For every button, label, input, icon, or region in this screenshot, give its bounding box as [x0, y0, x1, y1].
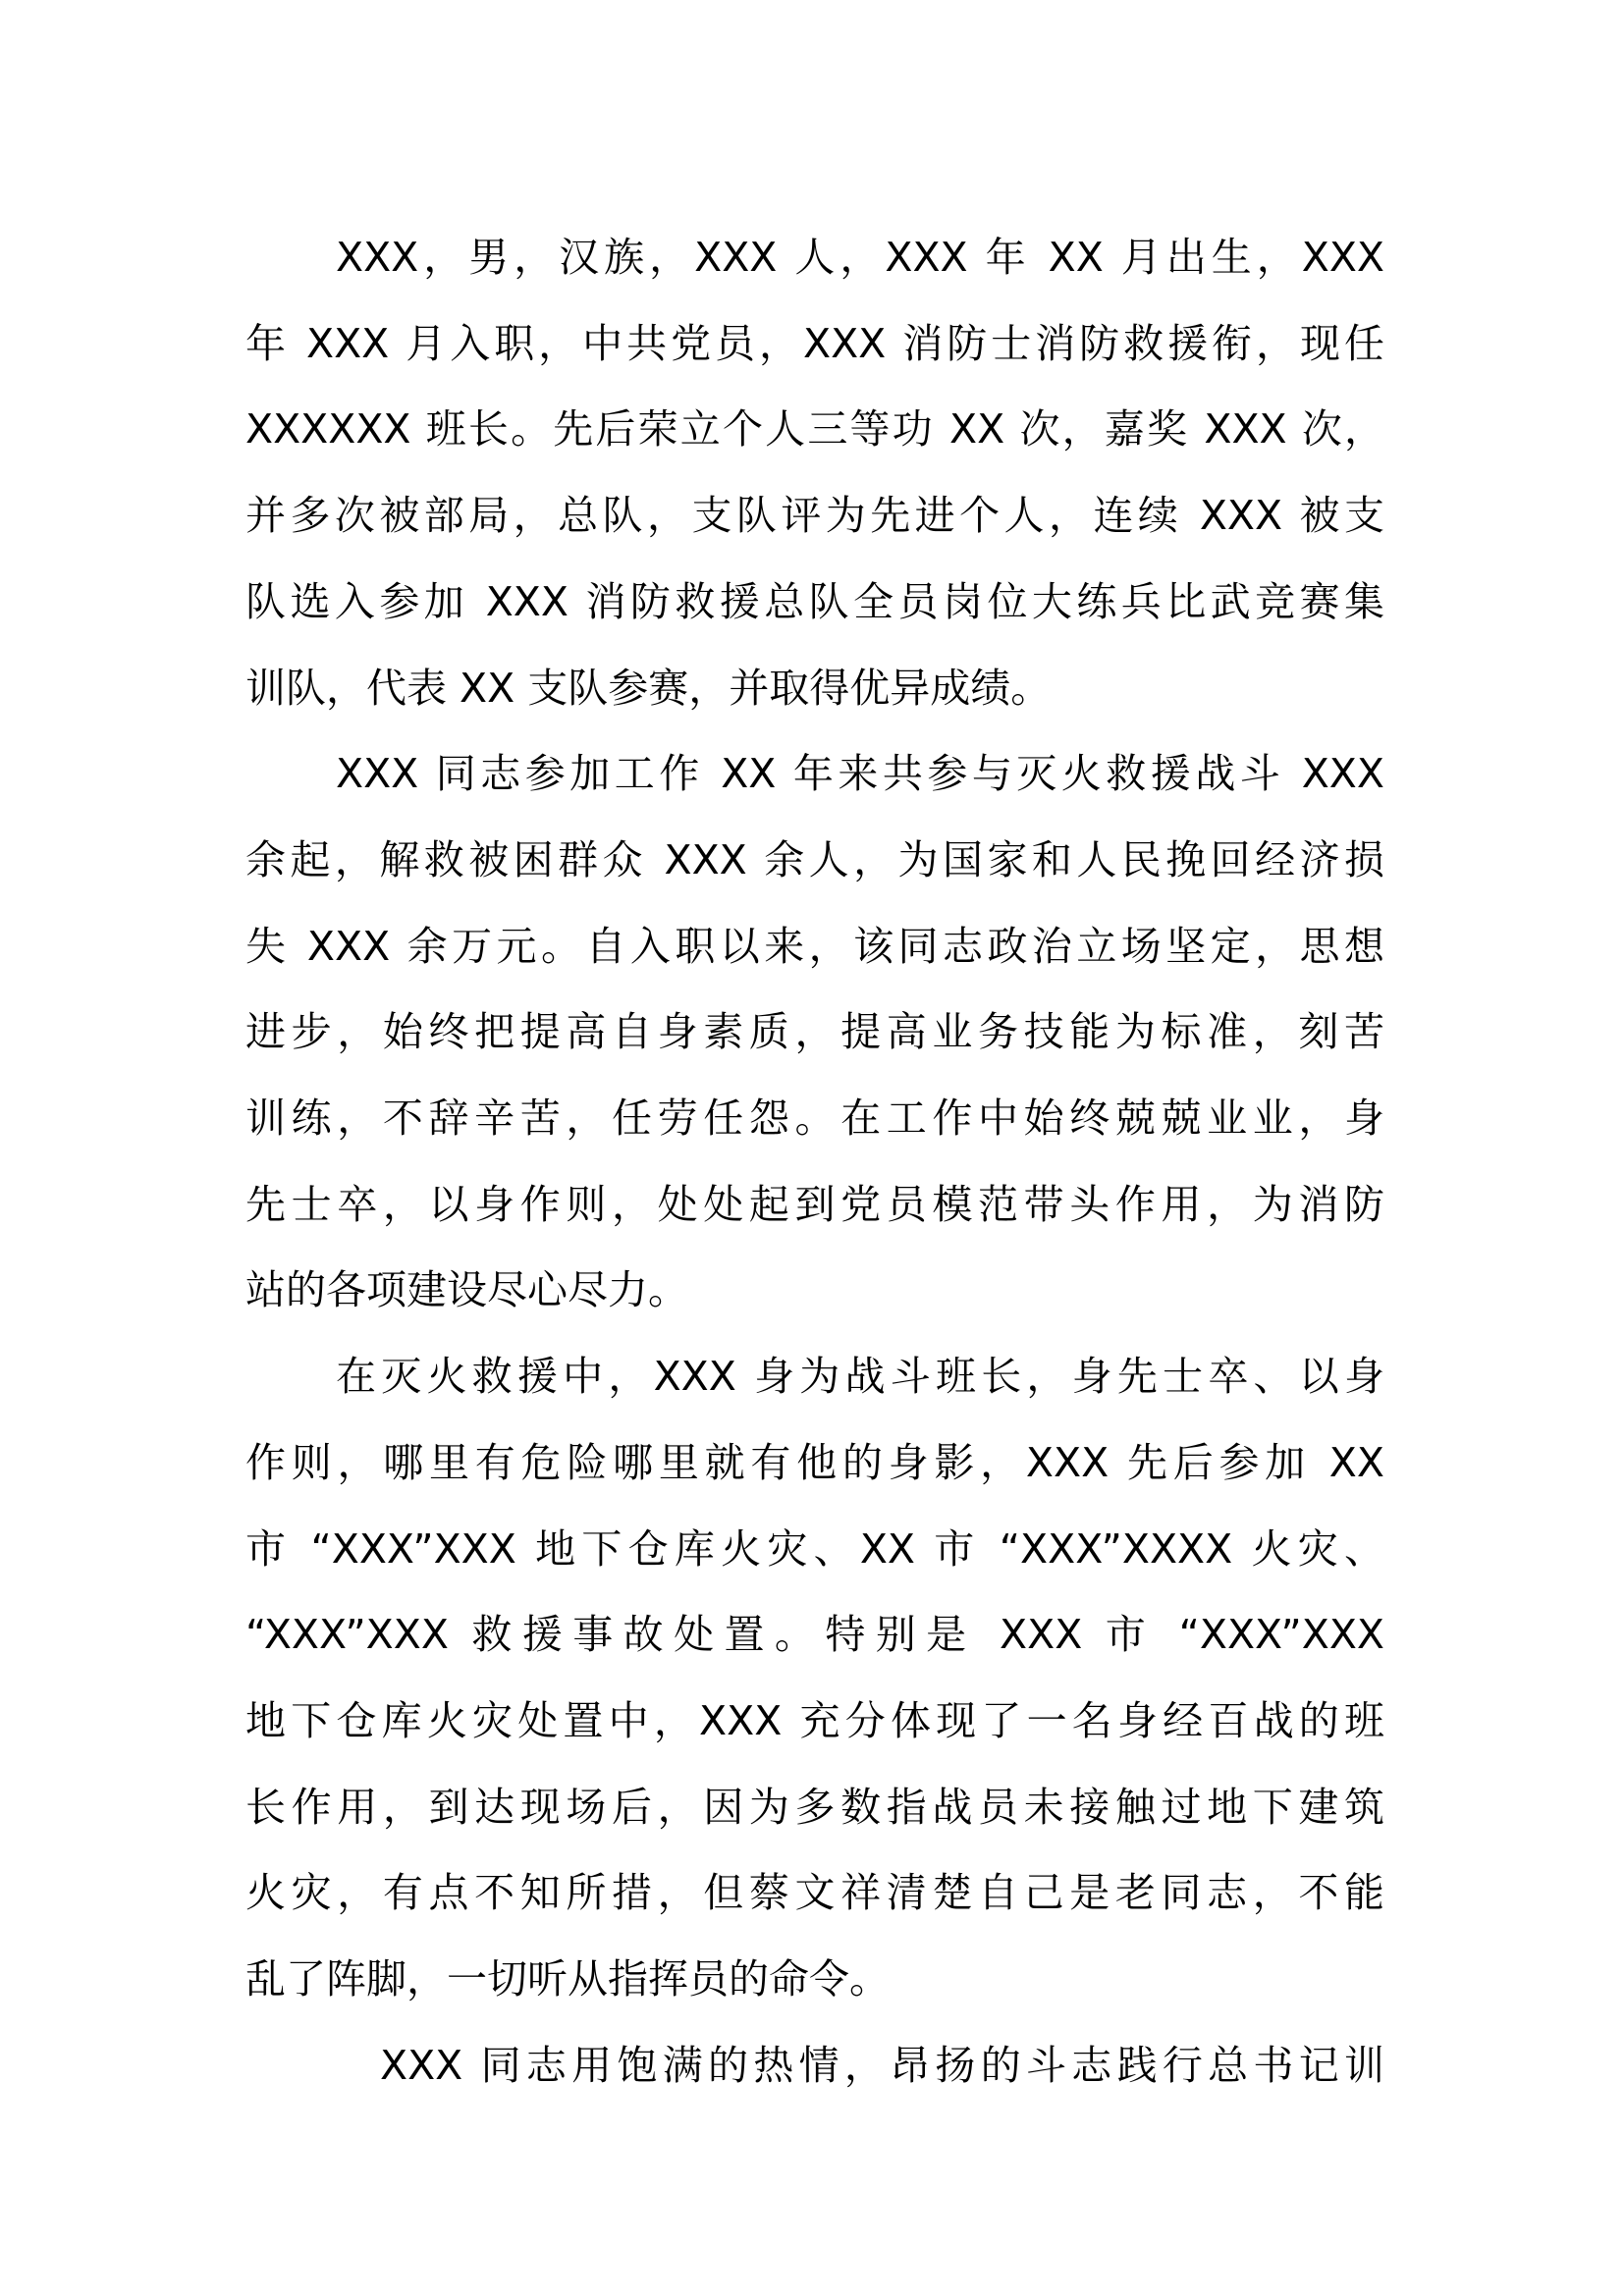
- text-line: 火灾，有点不知所措，但蔡文祥清楚自己是老同志，不能: [245, 1869, 1384, 1917]
- text-line: XXX 同志用饱满的热情，昂扬的斗志践行总书记训: [380, 2041, 1384, 2089]
- text-line: 训队，代表 XX 支队参赛，并取得优异成绩。: [245, 664, 1052, 712]
- text-line: 先士卒，以身作则，处处起到党员模范带头作用，为消防: [245, 1180, 1384, 1228]
- text-line: 余起，解救被困群众 XXX 余人，为国家和人民挽回经济损: [245, 835, 1384, 883]
- text-line: 进步，始终把提高自身素质，提高业务技能为标准，刻苦: [245, 1008, 1384, 1056]
- text-line: 失 XXX 余万元。自入职以来，该同志政治立场坚定，思想: [245, 922, 1384, 970]
- text-line: 在灭火救援中，XXX 身为战斗班长，身先士卒、以身: [336, 1353, 1384, 1401]
- text-line: XXX 同志参加工作 XX 年来共参与灭火救援战斗 XXX: [336, 750, 1384, 798]
- text-line: 长作用，到达现场后，因为多数指战员未接触过地下建筑: [245, 1783, 1384, 1831]
- text-line: 地下仓库火灾处置中，XXX 充分体现了一名身经百战的班: [245, 1696, 1384, 1744]
- text-line: XXX，男，汉族，XXX 人，XXX 年 XX 月出生，XXX: [336, 234, 1384, 281]
- text-line: 队选入参加 XXX 消防救援总队全员岗位大练兵比武竞赛集: [245, 577, 1384, 625]
- text-line: 训练，不辞辛苦，任劳任怨。在工作中始终兢兢业业，身: [245, 1095, 1384, 1142]
- text-line: 站的各项建设尽心尽力。: [245, 1266, 688, 1314]
- text-line: 作则，哪里有危险哪里就有他的身影，XXX 先后参加 XX: [245, 1438, 1384, 1486]
- text-line: 市 “XXX”XXX 地下仓库火灾、XX 市 “XXX”XXXX 火灾、: [245, 1524, 1384, 1573]
- text-line: 年 XXX 月入职，中共党员，XXX 消防士消防救援衔，现任: [245, 319, 1384, 367]
- text-line: XXXXXX 班长。先后荣立个人三等功 XX 次，嘉奖 XXX 次，: [245, 405, 1384, 454]
- text-line: 乱了阵脚，一切听从指挥员的命令。: [245, 1955, 890, 2002]
- text-line: 并多次被部局，总队，支队评为先进个人，连续 XXX 被支: [245, 492, 1384, 540]
- text-line: “XXX”XXX 救援事故处置。特别是 XXX 市 “XXX”XXX: [245, 1611, 1384, 1659]
